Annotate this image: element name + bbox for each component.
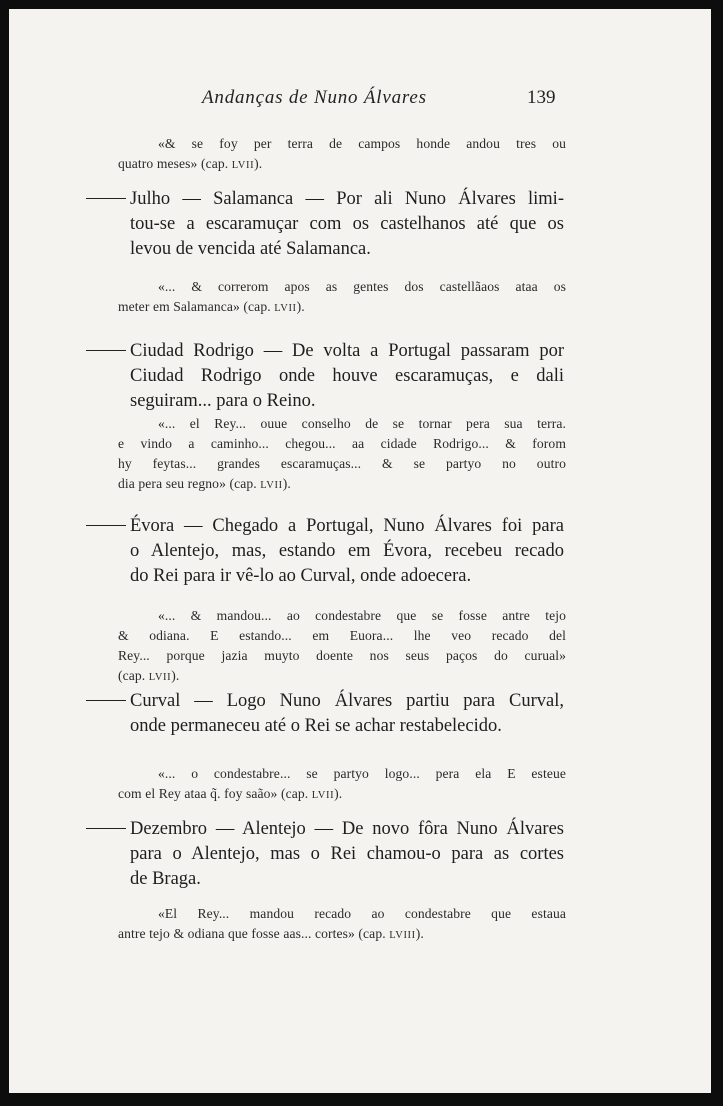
quote-block [118, 606, 566, 688]
entry-line: onde permaneceu até o Rei se achar restabelecido. [130, 716, 502, 736]
entry-line: levou de vencida até Salamanca. [130, 239, 371, 259]
entry-line [86, 187, 564, 212]
quote-line: antre tejo & odiana que fosse aas... cortes» (cap. LVIII). [118, 926, 424, 941]
entry-line [86, 689, 564, 714]
em-rule [86, 198, 126, 199]
quote-line: hy feytas... grandes escaramuças... & se partyo no outro [118, 456, 566, 471]
entry-line: Ciudad Rodrigo onde houve escaramuças, e dali [130, 366, 564, 386]
quote-block [118, 277, 566, 319]
entry-line: seguiram... para o Reino. [130, 391, 316, 411]
quote-line: «... el Rey... ouue conselho de se tornar pera sua terra. [158, 416, 566, 431]
quote-line: dia pera seu regno» (cap. LVII). [118, 476, 291, 491]
page-header [9, 87, 711, 115]
quote-line: & odiana. E estando... em Euora... lhe veo recado del [118, 628, 566, 643]
quote-block [118, 134, 566, 176]
chronicle-entry [86, 817, 564, 892]
quote-line: «& se foy per terra de campos honde andou tres ou [158, 136, 566, 151]
entry-line-text: Julho — Salamanca — Por ali Nuno Álvares limi- [130, 189, 564, 209]
entry-line: do Rei para ir vê-lo ao Curval, onde adoecera. [130, 566, 472, 586]
quote-line: «... o condestabre... se partyo logo... pera ela E esteue [158, 766, 566, 781]
quote-line: «... & correrom apos as gentes dos castellãaos ataa os [158, 279, 566, 294]
chronicle-entry [86, 187, 564, 262]
entry-line-text: Ciudad Rodrigo — De volta a Portugal passaram por [130, 341, 564, 361]
entry-line: o Alentejo, mas, estando em Évora, recebeu recado [130, 541, 564, 561]
chronicle-entry [86, 514, 564, 589]
quote-block [118, 764, 566, 806]
running-title: Andanças de Nuno Álvares [202, 87, 427, 108]
quote-line: meter em Salamanca» (cap. LVII). [118, 299, 305, 314]
quote-line: e vindo a caminho... chegou... aa cidade Rodrigo... & forom [118, 436, 566, 451]
book-page [9, 9, 711, 1093]
entry-line: de Braga. [130, 869, 201, 889]
entry-line [86, 339, 564, 364]
entry-line: tou-se a escaramuçar com os castelhanos até que os [130, 214, 564, 234]
quote-line: Rey... porque jazia muyto doente nos seus paços do curual» [118, 648, 566, 663]
chronicle-entry [86, 689, 564, 739]
page-number: 139 [527, 87, 556, 108]
quote-line: com el Rey ataa q̃. foy saão» (cap. LVII). [118, 786, 343, 801]
em-rule [86, 350, 126, 351]
em-rule [86, 525, 126, 526]
quote-line: quatro meses» (cap. LVII). [118, 156, 263, 171]
entry-line-text: Curval — Logo Nuno Álvares partiu para Curval, [130, 691, 564, 711]
em-rule [86, 700, 126, 701]
quote-line: «El Rey... mandou recado ao condestabre que estaua [158, 906, 566, 921]
entry-line-text: Évora — Chegado a Portugal, Nuno Álvares foi para [130, 516, 564, 536]
quote-block [118, 904, 566, 946]
entry-line-text: Dezembro — Alentejo — De novo fôra Nuno Álvares [130, 819, 564, 839]
chronicle-entry [86, 339, 564, 414]
entry-line [86, 817, 564, 842]
quote-block [118, 414, 566, 496]
entry-line [86, 514, 564, 539]
quote-line: (cap. LVII). [118, 668, 180, 683]
entry-line: para o Alentejo, mas o Rei chamou-o para as cortes [130, 844, 564, 864]
quote-line: «... & mandou... ao condestabre que se fosse antre tejo [158, 608, 566, 623]
em-rule [86, 828, 126, 829]
